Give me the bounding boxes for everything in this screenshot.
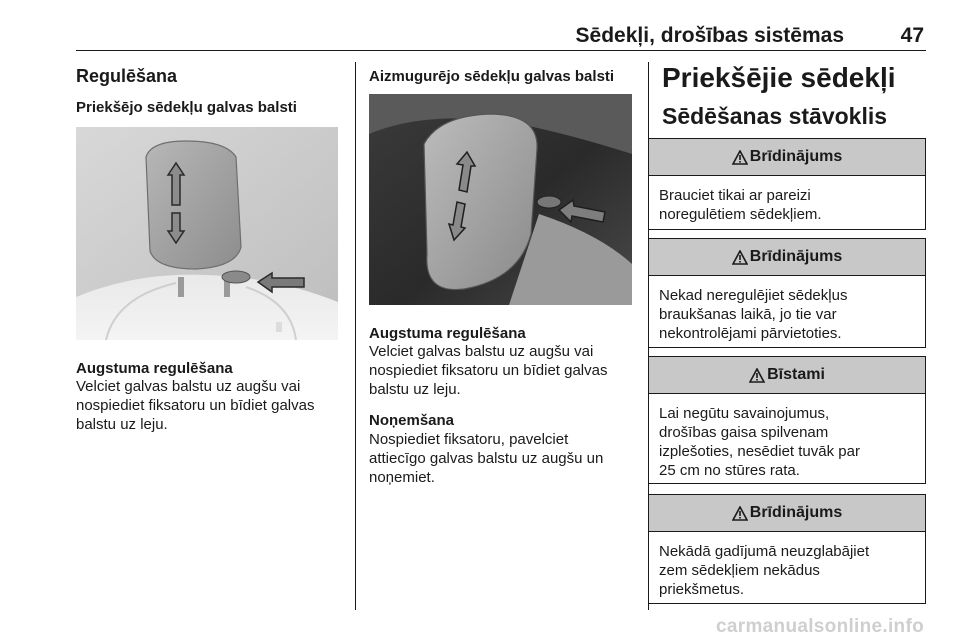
warning-triangle-icon — [732, 506, 748, 521]
front-headrest-photo — [76, 127, 338, 340]
height-adjust-text — [369, 342, 644, 399]
warning-triangle-icon — [732, 150, 748, 165]
text-line: drošības gaisa spilvenam — [659, 424, 829, 441]
text-line: nospiediet fiksatoru un bīdiet galvas — [76, 397, 315, 414]
warning-header — [649, 239, 925, 276]
warning-label: Brīdinājums — [749, 504, 843, 521]
danger-box — [648, 356, 926, 484]
warning-text — [649, 176, 925, 232]
text-line: Nospiediet fiksatoru, pavelciet — [369, 431, 569, 448]
warning-header — [649, 495, 925, 532]
section-heading: Regulēšana — [76, 66, 178, 86]
warning-text — [649, 276, 925, 351]
header-rule — [76, 50, 926, 51]
page-number: 47 — [900, 24, 924, 47]
front-headrest-illustration — [76, 127, 338, 340]
text-line: attiecīgo galvas balstu uz augšu un — [369, 450, 604, 467]
warning-triangle-icon — [732, 250, 748, 265]
text-line: nospiediet fiksatoru un bīdiet galvas — [369, 362, 608, 379]
text-line: nekontrolējami pārvietoties. — [659, 325, 842, 342]
text-line: Nekādā gadījumā neuzglabājiet — [659, 543, 870, 560]
danger-label: Bīstami — [767, 366, 825, 383]
text-line: Nekad neregulējiet sēdekļus — [659, 287, 848, 304]
warning-box — [648, 238, 926, 348]
text-line: noņemiet. — [369, 469, 435, 486]
text-line: noregulētiem sēdekļiem. — [659, 206, 822, 223]
warning-box — [648, 494, 926, 604]
removal-text — [369, 430, 644, 487]
subsection-heading: Priekšējo sēdekļu galvas balsti — [76, 99, 297, 116]
height-adjust-title: Augstuma regulēšana — [369, 325, 526, 342]
section-heading: Priekšējie sēdekļi — [662, 62, 896, 93]
height-adjust-text — [76, 377, 346, 434]
removal-title: Noņemšana — [369, 412, 455, 429]
danger-text — [649, 394, 925, 488]
subsection-heading: Aizmugurējo sēdekļu galvas balsti — [369, 68, 615, 85]
text-line: Lai negūtu savainojumus, — [659, 405, 830, 422]
text-line: izplešoties, nesēdiet tuvāk par — [659, 443, 860, 460]
warning-label: Brīdinājums — [749, 148, 843, 165]
height-adjust-title: Augstuma regulēšana — [76, 360, 233, 377]
text-line: balstu uz leju. — [76, 416, 168, 433]
warning-text — [649, 532, 925, 607]
warning-header — [649, 139, 925, 176]
text-line: balstu uz leju. — [369, 381, 461, 398]
text-line: Velciet galvas balstu uz augšu vai — [76, 378, 301, 395]
text-line: 25 cm no stūres rata. — [659, 462, 800, 479]
rear-headrest-illustration — [369, 94, 632, 305]
watermark: carmanualsonline.info — [716, 616, 924, 637]
warning-triangle-icon — [749, 368, 765, 383]
text-line: Velciet galvas balstu uz augšu vai — [369, 343, 594, 360]
text-line: priekšmetus. — [659, 581, 745, 598]
text-line: Brauciet tikai ar pareizi — [659, 187, 811, 204]
running-header-title: Sēdekļi, drošības sistēmas — [575, 24, 844, 47]
subsection-heading: Sēdēšanas stāvoklis — [662, 103, 888, 129]
danger-header — [649, 357, 925, 394]
warning-box — [648, 138, 926, 230]
column-divider-1 — [355, 62, 356, 610]
warning-label: Brīdinājums — [749, 248, 843, 265]
text-line: braukšanas laikā, jo tie var — [659, 306, 837, 323]
rear-headrest-photo — [369, 94, 632, 305]
text-line: zem sēdekļiem nekādus — [659, 562, 820, 579]
